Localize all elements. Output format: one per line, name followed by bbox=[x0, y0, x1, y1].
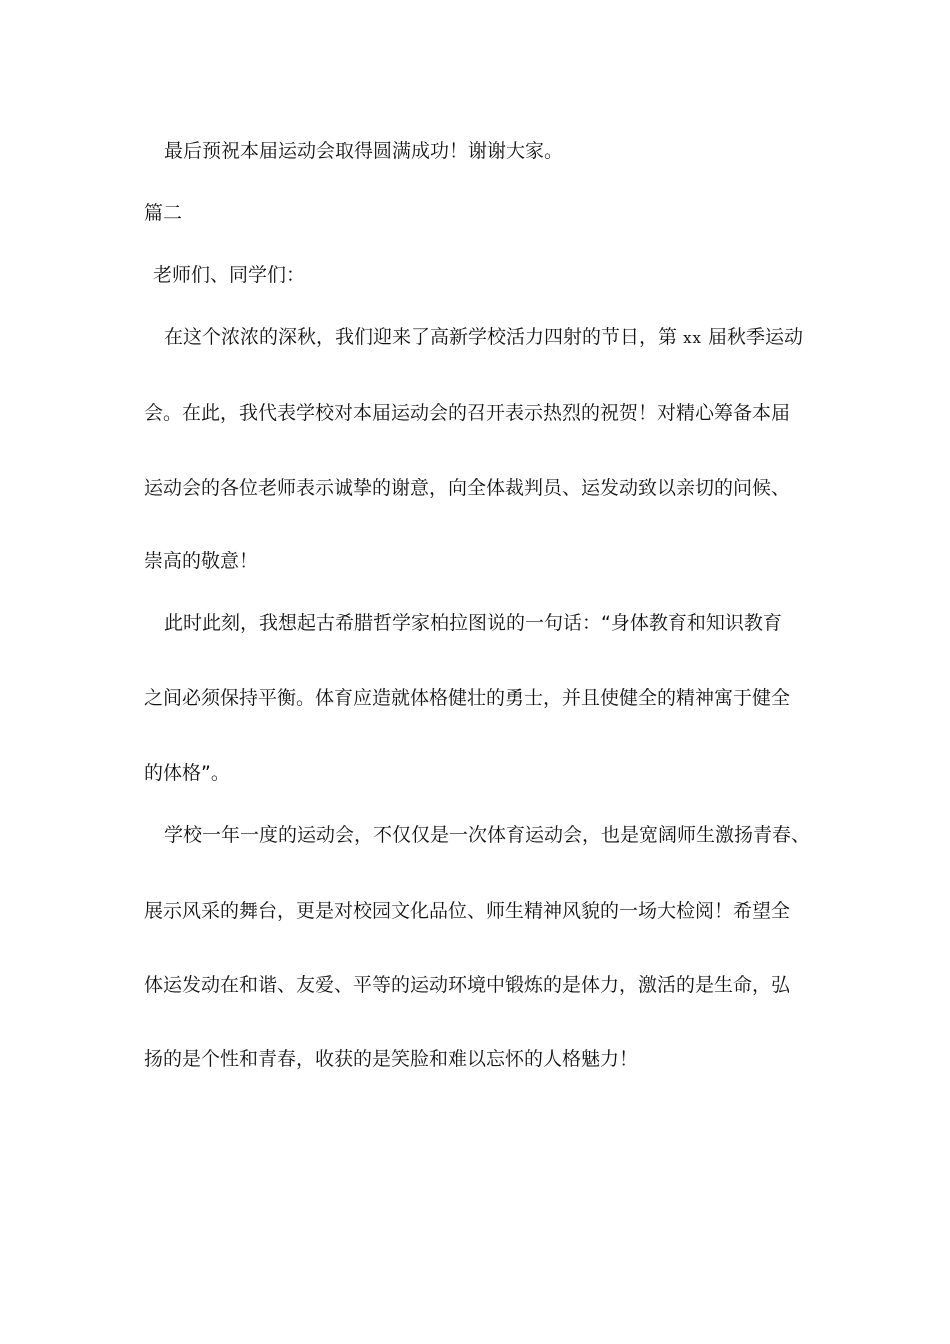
section-title: 篇二 bbox=[144, 202, 183, 224]
paragraph-3-line-4: 扬的是个性和青春，收获的是笑脸和难以忘怀的人格魅力！ bbox=[144, 1048, 639, 1070]
paragraph-2-line-1: 此时此刻，我想起古希腊哲学家柏拉图说的一句话：“身体教育和知识教育 bbox=[164, 612, 782, 634]
paragraph-1-line-3: 运动会的各位老师表示诚挚的谢意，向全体裁判员、运发动致以亲切的问候、 bbox=[144, 477, 791, 499]
paragraph-2-line-2: 之间必须保持平衡。体育应造就体格健壮的勇士，并且使健全的精神寓于健全 bbox=[144, 687, 791, 709]
paragraph-1-line-4: 崇高的敬意！ bbox=[144, 550, 259, 572]
paragraph-3-line-1: 学校一年一度的运动会，不仅仅是一次体育运动会，也是宽阔师生激扬青春、 bbox=[164, 824, 811, 846]
paragraph-1-line-1-after: 届秋季运动 bbox=[708, 326, 804, 348]
paragraph-3-line-2: 展示风采的舞台，更是对校园文化品位、师生精神风貌的一场大检阅！希望全 bbox=[144, 900, 791, 922]
paragraph-2-line-3: 的体格”。 bbox=[144, 762, 230, 784]
closing-line: 最后预祝本届运动会取得圆满成功！谢谢大家。 bbox=[164, 140, 564, 162]
paragraph-1-line-2: 会。在此，我代表学校对本届运动会的召开表示热烈的祝贺！对精心筹备本届 bbox=[144, 402, 791, 424]
paragraph-3-line-3: 体运发动在和谐、友爱、平等的运动环境中锻炼的是体力，激活的是生命，弘 bbox=[144, 974, 791, 996]
greeting-line: 老师们、同学们： bbox=[153, 264, 306, 286]
paragraph-1-line-1-before: 在这个浓浓的深秋，我们迎来了高新学校活力四射的节日，第 bbox=[164, 326, 678, 348]
paragraph-1-line-1 bbox=[164, 325, 803, 350]
session-number-placeholder: xx bbox=[683, 329, 702, 347]
